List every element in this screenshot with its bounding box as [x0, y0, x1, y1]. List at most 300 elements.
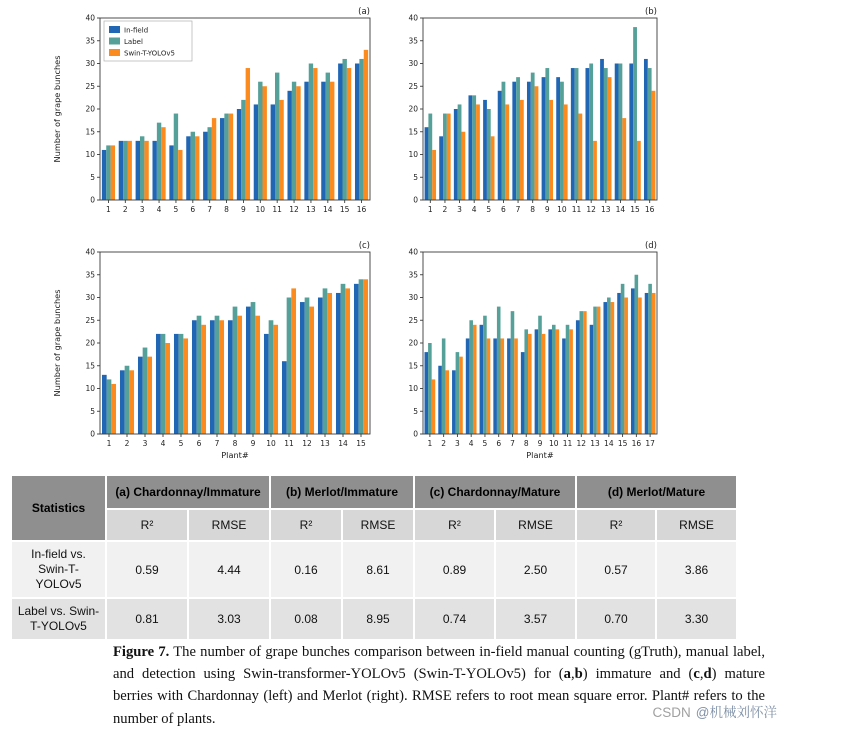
bar — [291, 288, 296, 434]
table-cell: 0.16 — [271, 542, 341, 597]
chart-c-chardonnay-mature — [48, 238, 378, 470]
bar — [648, 68, 652, 200]
bar — [330, 82, 334, 200]
bar — [439, 136, 443, 200]
table-cell: 8.95 — [343, 599, 413, 639]
caption-segment: a — [563, 666, 571, 683]
bar — [237, 316, 242, 434]
bar — [355, 64, 359, 201]
table-col-group-header: (d) Merlot/Mature — [577, 476, 736, 508]
table-cell: 2.50 — [496, 542, 575, 597]
bar — [428, 114, 432, 200]
x-tick-label: 13 — [590, 439, 600, 448]
bar — [597, 307, 601, 434]
x-axis — [427, 434, 655, 448]
bar — [292, 82, 296, 200]
bar — [531, 73, 535, 200]
x-tick-label: 12 — [576, 439, 587, 448]
x-tick-label: 8 — [232, 439, 238, 448]
table-col-group-header: (b) Merlot/Immature — [271, 476, 413, 508]
bar — [119, 141, 123, 200]
bar — [309, 307, 314, 434]
table-cell: 0.08 — [271, 599, 341, 639]
bar — [447, 114, 451, 200]
x-tick-label: 11 — [284, 439, 294, 448]
bar — [483, 100, 487, 200]
y-tick-label: 40 — [85, 247, 95, 257]
bars — [102, 279, 368, 434]
bar — [321, 82, 325, 200]
bar — [186, 136, 190, 200]
table-cell: 3.30 — [657, 599, 736, 639]
legend-swatch — [109, 38, 120, 45]
y-tick-label: 40 — [408, 13, 418, 23]
x-tick-label: 12 — [586, 205, 596, 214]
table-subheader: RMSE — [496, 510, 575, 540]
bar — [305, 298, 310, 435]
bar — [102, 150, 106, 200]
x-tick-label: 13 — [306, 205, 316, 214]
table-cell: 3.57 — [496, 599, 575, 639]
table-subheader: R² — [107, 510, 187, 540]
y-tick-label: 15 — [85, 127, 95, 137]
table-col-group-header: (c) Chardonnay/Mature — [415, 476, 575, 508]
x-tick-label: 14 — [604, 439, 614, 448]
bar — [304, 82, 308, 200]
bar — [144, 141, 148, 200]
panel-label: (c) — [358, 241, 370, 251]
bar — [364, 50, 368, 200]
bar — [552, 325, 556, 434]
bar — [645, 293, 649, 434]
y-tick-label: 25 — [85, 81, 95, 91]
x-tick-label: 15 — [356, 439, 366, 448]
bar — [578, 114, 582, 200]
bar — [359, 59, 363, 200]
bar — [140, 136, 144, 200]
x-tick-label: 1 — [427, 439, 433, 448]
bar — [593, 307, 597, 434]
bar — [246, 68, 250, 200]
x-tick-label: 10 — [548, 439, 559, 448]
x-axis — [106, 200, 367, 214]
bar — [165, 343, 170, 434]
x-tick-label: 12 — [302, 439, 312, 448]
bar — [241, 100, 245, 200]
bar — [287, 91, 291, 200]
bar — [161, 127, 165, 200]
x-tick-label: 5 — [178, 439, 184, 448]
x-tick-label: 7 — [207, 205, 213, 214]
y-tick-label: 40 — [408, 247, 418, 257]
x-tick-label: 16 — [644, 205, 655, 214]
bar — [472, 95, 476, 200]
x-tick-label: 11 — [562, 439, 573, 448]
bar — [476, 104, 480, 200]
bar — [347, 68, 351, 200]
x-axis-label: Plant# — [221, 450, 249, 460]
bar — [309, 64, 313, 201]
x-tick-label: 9 — [544, 205, 550, 214]
bar — [580, 311, 584, 434]
bar — [607, 298, 611, 435]
bar — [201, 325, 206, 434]
bar — [327, 293, 332, 434]
x-axis — [428, 200, 655, 214]
bar — [524, 329, 528, 434]
bar — [569, 329, 573, 434]
x-tick-label: 12 — [289, 205, 299, 214]
bar — [442, 338, 446, 434]
table-col-group-header: (a) Chardonnay/Immature — [107, 476, 269, 508]
caption-segment: b — [574, 666, 583, 683]
x-tick-label: 14 — [323, 205, 333, 214]
bar — [102, 375, 107, 434]
bar — [556, 329, 560, 434]
caption-segment: The number of grape bunches comparison between in-field manual counting (gTruth), manual label, and detection using Swin-transformer-YOLOv5 (Swin-T-YOLOv5) for ( — [113, 644, 766, 683]
y-tick-label: 5 — [90, 172, 95, 182]
x-tick-label: 10 — [266, 439, 276, 448]
x-tick-label: 3 — [142, 439, 148, 448]
bar — [111, 384, 116, 434]
bar — [313, 68, 317, 200]
bar — [342, 59, 346, 200]
caption-segment: , — [570, 666, 575, 683]
table-cell: 4.44 — [189, 542, 269, 597]
bar — [507, 338, 511, 434]
x-tick-label: 7 — [214, 439, 220, 448]
bar — [556, 77, 560, 200]
bar — [635, 275, 639, 434]
bar — [611, 302, 615, 434]
bar — [255, 316, 260, 434]
bar — [511, 311, 515, 434]
bar — [195, 136, 199, 200]
table-subheader: RMSE — [343, 510, 413, 540]
panel-label: (b) — [644, 7, 657, 17]
x-tick-label: 5 — [486, 205, 492, 214]
bar — [107, 379, 112, 434]
x-tick-label: 1 — [106, 439, 112, 448]
bar — [338, 64, 342, 201]
bar — [318, 298, 323, 435]
bar — [456, 352, 460, 434]
bar — [648, 284, 652, 434]
bar — [254, 104, 258, 200]
x-tick-label: 15 — [617, 439, 628, 448]
bar — [183, 338, 188, 434]
x-tick-label: 13 — [601, 205, 611, 214]
table-subheader: R² — [577, 510, 655, 540]
y-tick-label: 20 — [85, 338, 95, 348]
bar — [458, 104, 462, 200]
bar — [521, 352, 525, 434]
bar — [633, 27, 637, 200]
x-tick-label: 4 — [160, 439, 166, 448]
bar — [345, 288, 350, 434]
bar — [542, 334, 546, 434]
y-tick-label: 35 — [85, 270, 95, 280]
y-tick-label: 40 — [85, 13, 95, 23]
bar — [264, 334, 269, 434]
x-tick-label: 13 — [320, 439, 330, 448]
x-tick-label: 14 — [338, 439, 348, 448]
bar — [215, 316, 220, 434]
table-subheader: R² — [271, 510, 341, 540]
bar — [220, 118, 224, 200]
bar — [497, 307, 501, 434]
bar — [143, 348, 148, 434]
x-tick-label: 5 — [173, 205, 179, 214]
bar — [263, 86, 267, 200]
y-tick-label: 10 — [408, 384, 418, 394]
bar — [459, 357, 463, 434]
y-axis — [408, 14, 423, 205]
legend-label: Swin-T-YOLOv5 — [124, 49, 175, 58]
bar — [246, 307, 251, 434]
bar — [571, 68, 575, 200]
table-row — [12, 599, 736, 639]
x-tick-label: 8 — [523, 439, 529, 448]
y-tick-label: 30 — [85, 59, 95, 69]
caption-segment: , — [699, 666, 704, 683]
x-tick-label: 8 — [224, 205, 229, 214]
bar — [212, 118, 216, 200]
bar — [269, 320, 274, 434]
x-tick-label: 14 — [615, 205, 626, 214]
panel-label: (a) — [358, 7, 370, 17]
bar — [224, 114, 228, 200]
bar — [631, 288, 635, 434]
bars — [425, 275, 656, 434]
y-tick-label: 30 — [85, 293, 95, 303]
y-axis-label: Number of grape bunches — [52, 289, 62, 397]
bar — [179, 334, 184, 434]
y-tick-label: 20 — [408, 104, 418, 114]
caption-segment: c — [693, 666, 700, 683]
bar — [604, 68, 608, 200]
bar — [425, 352, 429, 434]
bar — [341, 284, 346, 434]
y-tick-label: 15 — [85, 361, 95, 371]
bar — [129, 370, 134, 434]
bar — [191, 132, 195, 200]
bar — [363, 279, 368, 434]
bar — [203, 132, 207, 200]
bar — [548, 329, 552, 434]
bar — [652, 293, 656, 434]
bar — [157, 123, 161, 200]
y-tick-label: 10 — [85, 150, 95, 160]
bar — [178, 150, 182, 200]
x-tick-label: 2 — [442, 205, 448, 214]
x-tick-label: 6 — [501, 205, 506, 214]
x-tick-label: 8 — [530, 205, 536, 214]
y-tick-label: 5 — [413, 172, 418, 182]
y-tick-label: 35 — [85, 36, 95, 46]
bars — [425, 27, 656, 200]
bar — [562, 338, 566, 434]
bar — [336, 293, 341, 434]
bar — [564, 104, 568, 200]
bar — [589, 64, 593, 201]
x-tick-label: 10 — [255, 205, 266, 214]
x-tick-label: 11 — [272, 205, 282, 214]
bar — [136, 141, 140, 200]
y-axis — [85, 248, 100, 439]
bar — [296, 86, 300, 200]
legend-label: In-field — [124, 26, 149, 35]
bar — [566, 325, 570, 434]
bar — [514, 338, 518, 434]
bar — [527, 82, 531, 200]
table-subheader: R² — [415, 510, 494, 540]
bar — [169, 145, 173, 200]
x-tick-label: 9 — [250, 439, 256, 448]
table-cell: 0.89 — [415, 542, 494, 597]
bar — [174, 114, 178, 200]
bar — [443, 114, 447, 200]
y-tick-label: 0 — [90, 429, 95, 439]
y-tick-label: 0 — [413, 429, 418, 439]
bar — [147, 357, 152, 434]
x-tick-label: 4 — [156, 205, 162, 214]
bar — [502, 82, 506, 200]
table-cell: 3.86 — [657, 542, 736, 597]
table-row-label: In-field vs. Swin-T-YOLOv5 — [12, 542, 105, 597]
bar — [452, 370, 456, 434]
x-tick-label: 5 — [482, 439, 488, 448]
y-tick-label: 35 — [408, 36, 418, 46]
table-cell: 0.57 — [577, 542, 655, 597]
bar — [473, 325, 477, 434]
bar — [498, 91, 502, 200]
bar — [229, 114, 233, 200]
caption-segment: d — [703, 666, 712, 683]
bar — [501, 338, 505, 434]
bar — [174, 334, 179, 434]
watermark-csdn-label: CSDN — [652, 705, 691, 720]
x-tick-label: 10 — [557, 205, 567, 214]
bar — [432, 150, 436, 200]
bar — [505, 104, 509, 200]
bar — [326, 73, 330, 200]
x-tick-label: 9 — [537, 439, 543, 448]
bar — [468, 95, 472, 200]
table-header-statistics: Statistics — [12, 476, 105, 540]
table-cell: 0.81 — [107, 599, 187, 639]
bar — [258, 82, 262, 200]
bar — [637, 141, 641, 200]
table-subheader: RMSE — [657, 510, 736, 540]
x-tick-label: 7 — [510, 439, 515, 448]
x-tick-label: 3 — [457, 205, 462, 214]
bar — [219, 320, 224, 434]
bar — [560, 82, 564, 200]
bar — [207, 127, 211, 200]
y-tick-label: 5 — [90, 406, 95, 416]
bars — [102, 50, 368, 200]
caption-segment: ) immature and ( — [582, 666, 694, 683]
y-tick-label: 15 — [408, 127, 418, 137]
bar — [535, 86, 539, 200]
table-subheader: RMSE — [189, 510, 269, 540]
x-tick-label: 1 — [106, 205, 111, 214]
bar — [549, 100, 553, 200]
bar — [228, 320, 233, 434]
y-axis — [408, 248, 423, 439]
bar — [233, 307, 238, 434]
y-tick-label: 35 — [408, 270, 418, 280]
bar — [359, 279, 364, 434]
y-tick-label: 10 — [85, 384, 95, 394]
x-tick-label: 2 — [122, 205, 128, 214]
x-tick-label: 15 — [630, 205, 640, 214]
bar — [106, 145, 110, 200]
bar — [469, 320, 473, 434]
bar — [300, 302, 305, 434]
bar — [538, 316, 542, 434]
bar — [608, 77, 612, 200]
x-tick-label: 3 — [455, 439, 460, 448]
bar — [461, 132, 465, 200]
bar — [542, 77, 546, 200]
bar — [237, 109, 241, 200]
bar — [282, 361, 287, 434]
bar — [624, 298, 628, 435]
bar — [192, 320, 197, 434]
bar — [197, 316, 202, 434]
y-tick-label: 15 — [408, 361, 418, 371]
bar — [535, 329, 539, 434]
bar — [487, 338, 491, 434]
x-axis — [107, 434, 366, 448]
caption-segment: ) mature berries with Chardonnay (left) and Merlot (right). RMSE refers to root mean square error. Plant# refers to the number of plants. — [113, 666, 766, 727]
bar — [428, 343, 432, 434]
x-tick-label: 6 — [190, 205, 196, 214]
x-tick-label: 17 — [645, 439, 655, 448]
bar — [120, 370, 125, 434]
legend-swatch — [109, 49, 120, 56]
bar — [466, 338, 470, 434]
bar — [512, 82, 516, 200]
bar — [520, 100, 524, 200]
y-tick-label: 5 — [413, 406, 418, 416]
bar — [575, 68, 579, 200]
x-tick-label: 4 — [468, 439, 474, 448]
table-cell: 8.61 — [343, 542, 413, 597]
bar — [644, 59, 648, 200]
bar — [576, 320, 580, 434]
bar — [516, 77, 520, 200]
bar — [629, 64, 633, 201]
x-tick-label: 11 — [571, 205, 582, 214]
bar — [128, 141, 132, 200]
legend-label: Label — [124, 37, 143, 46]
bar — [593, 141, 597, 200]
bar — [545, 68, 549, 200]
legend-swatch — [109, 26, 120, 33]
bar — [583, 311, 587, 434]
bar — [111, 145, 115, 200]
stats-table — [10, 474, 738, 641]
x-tick-label: 7 — [515, 205, 521, 214]
bar — [156, 334, 161, 434]
bar — [271, 104, 275, 200]
table-cell: 0.74 — [415, 599, 494, 639]
table-cell: 0.59 — [107, 542, 187, 597]
bar — [251, 302, 256, 434]
